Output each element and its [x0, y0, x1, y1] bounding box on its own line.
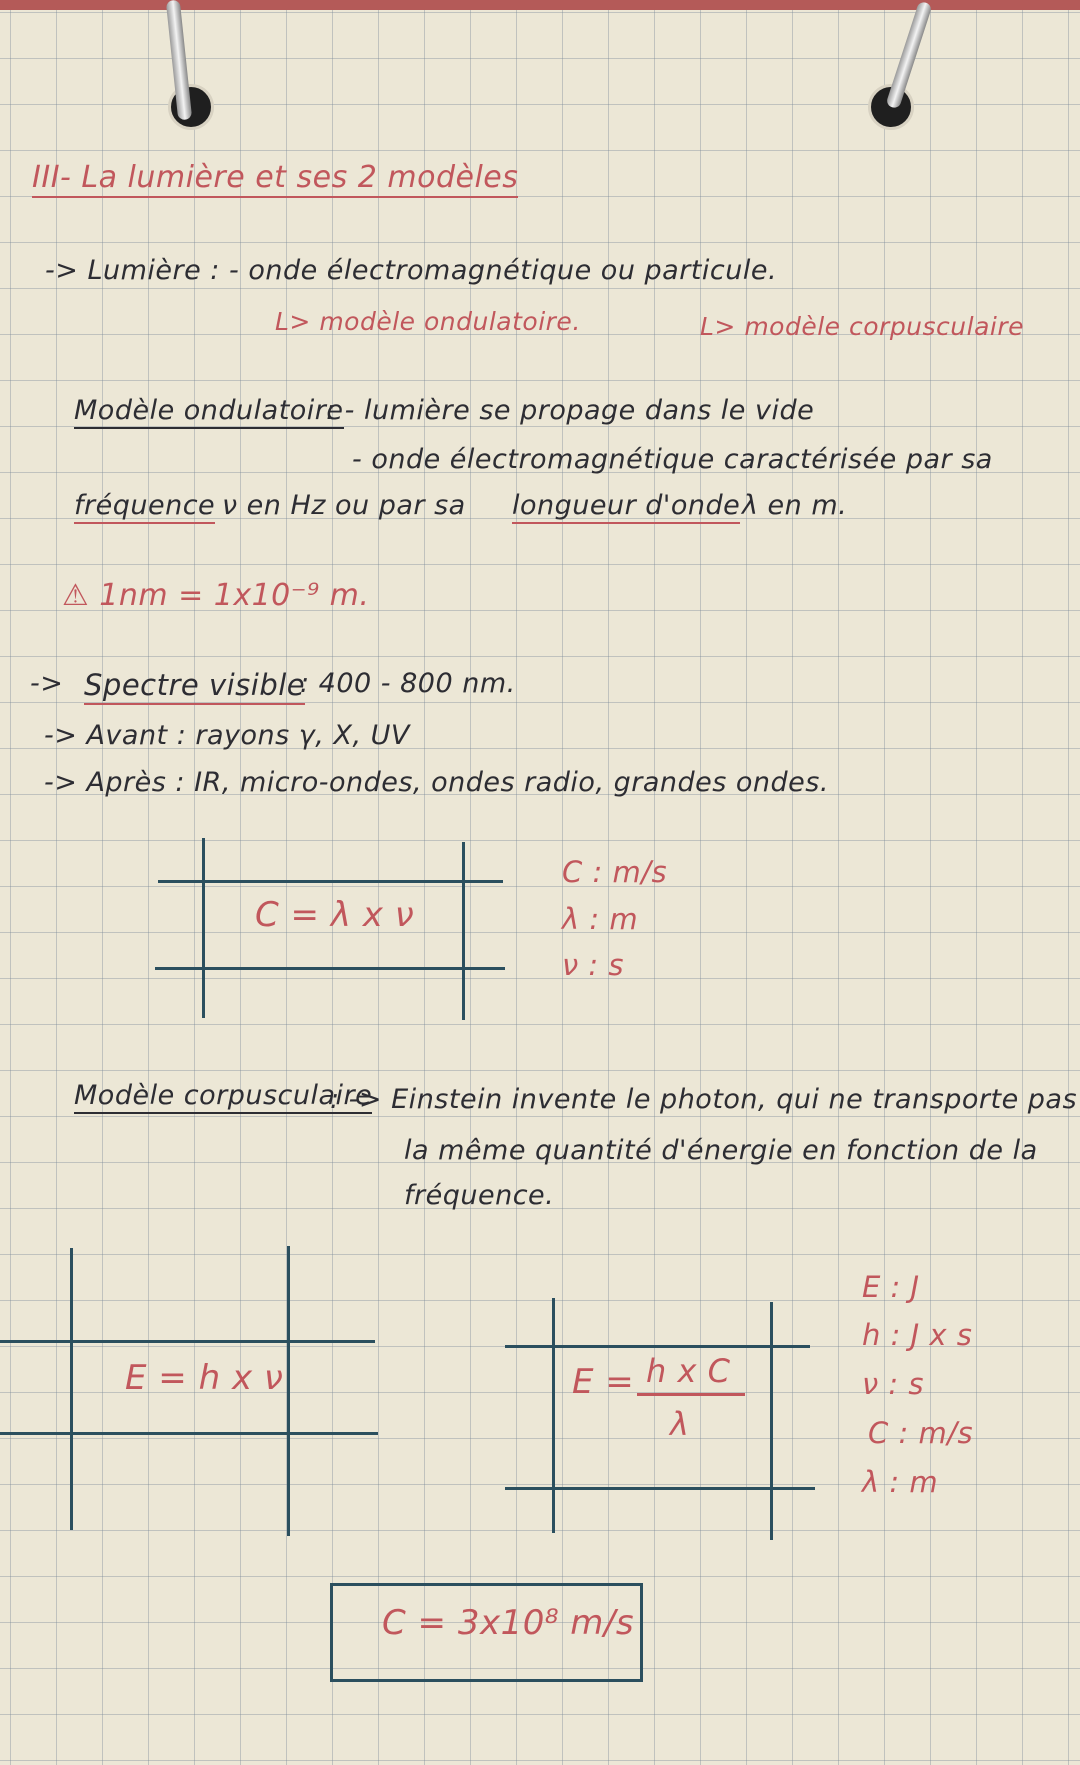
note-wave-model: L> modèle ondulatoire.	[275, 307, 581, 336]
particle-model-line2: la même quantité d'énergie en fonction de la	[404, 1135, 1038, 1166]
particle-model-heading: Modèle corpusculaire	[74, 1080, 372, 1114]
unit-nu-s: ν : s	[562, 948, 625, 982]
unit-lambda-m: λ : m	[562, 902, 639, 936]
unit-e-j: E : J	[862, 1270, 920, 1304]
section-title: III- La lumière et ses 2 modèles	[32, 160, 518, 198]
formula-energy-lhs: E =	[572, 1362, 635, 1402]
spectrum-after: -> Après : IR, micro-ondes, ondes radio, grandes ondes.	[44, 767, 829, 798]
wavelength-word: longueur d'onde	[512, 490, 740, 524]
particle-model-line1: : -> Einstein invente le photon, qui ne transporte pas	[330, 1084, 1078, 1115]
unit-lambda-m-2: λ : m	[862, 1465, 939, 1499]
unit-c-ms-2: C : m/s	[868, 1416, 974, 1450]
spectrum-before: -> Avant : rayons γ, X, UV	[44, 720, 410, 751]
wavelength-rest: λ en m.	[742, 490, 848, 521]
fraction-bar	[637, 1393, 745, 1396]
visible-spectrum-word: Spectre visible	[84, 668, 305, 705]
unit-h-js: h : J x s	[862, 1318, 973, 1352]
formula-energy-denominator: λ	[670, 1405, 690, 1443]
spectrum-prefix: ->	[30, 668, 64, 699]
unit-nu-s-2: ν : s	[862, 1367, 925, 1401]
unit-c-ms: C : m/s	[562, 855, 668, 889]
intro-line: -> Lumière : - onde électromagnétique ou particule.	[45, 255, 778, 286]
particle-model-line3: fréquence.	[404, 1180, 555, 1211]
visible-spectrum-range: : 400 - 800 nm.	[300, 668, 516, 699]
frequency-rest: ν en Hz ou par sa	[222, 490, 466, 521]
formula-energy: E = h x ν	[125, 1358, 284, 1398]
speed-of-light-constant: C = 3x10⁸ m/s	[382, 1603, 635, 1643]
formula-energy-numerator: h x C	[646, 1352, 731, 1390]
wave-model-bullet2: - onde électromagnétique caractérisée par sa	[352, 444, 993, 475]
note-particle-model: L> modèle corpusculaire	[700, 312, 1025, 341]
frequency-word: fréquence	[74, 490, 215, 524]
wave-model-bullet1: : - lumière se propage dans le vide	[326, 395, 815, 426]
wave-model-heading: Modèle ondulatoire	[74, 395, 344, 429]
nanometer-warning: ⚠ 1nm = 1x10⁻⁹ m.	[62, 578, 370, 613]
formula-wave: C = λ x ν	[255, 895, 415, 935]
